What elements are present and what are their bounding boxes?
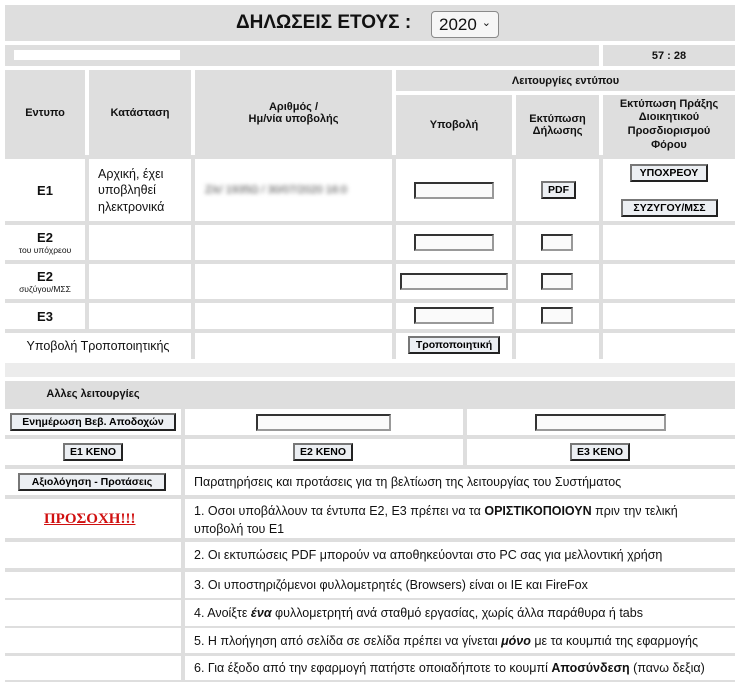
note-6-left <box>5 656 181 680</box>
pdf-e2-obligor-button[interactable] <box>541 234 573 251</box>
other-functions-title: Αλλες λειτουργίες <box>46 387 140 400</box>
user-name-redacted <box>14 50 180 60</box>
note-1-line2: υποβολή του Ε1 <box>194 521 285 536</box>
submit-e2-spouse-button[interactable] <box>400 273 508 290</box>
form-sub-e2-spouse: συζύγου/ΜΣΣ <box>19 284 71 294</box>
other-blank-button-2[interactable] <box>535 414 666 431</box>
col-header-submit: Υποβολή <box>396 95 512 155</box>
amendment-number-cell <box>195 333 392 359</box>
col-header-form: Εντυπο <box>5 70 85 155</box>
e1-empty-button[interactable]: Ε1 ΚΕΝΟ <box>63 443 123 461</box>
table-row-e2-obligor-number <box>195 225 392 260</box>
feedback-button[interactable]: Αξιολόγηση - Προτάσεις <box>18 473 166 491</box>
note-3: 3. Οι υποστηριζόμενοι φυλλομετρητές (Browsers) είναι οι IE και FireFox <box>194 578 588 592</box>
note-4-post: φυλλομετρητή ανά σταθμό εργασίας, χωρίς άλλα παράθυρα ή tabs <box>271 606 643 620</box>
feedback-text: Παρατηρήσεις και προτάσεις για τη βελτίωση της λειτουργίας του Συστήματος <box>194 475 622 489</box>
note-4-cell <box>185 600 735 626</box>
amendment-admin-cell <box>603 333 735 359</box>
amendment-print-cell <box>516 333 599 359</box>
submit-e3-button[interactable] <box>414 307 494 324</box>
note-6-cell <box>185 656 735 680</box>
other-blank-button-1[interactable] <box>256 414 391 431</box>
table-row-e2-spouse-number <box>195 264 392 299</box>
col-header-functions: Λειτουργίες εντύπου <box>396 70 735 91</box>
section-separator <box>5 363 735 377</box>
amendment-label-cell <box>5 333 191 359</box>
table-row-e3-status <box>89 303 191 329</box>
submission-number-e1: Ζ/ε/ 1935Ω / 30/07/2020 16:0 <box>205 184 348 196</box>
table-row-e2-spouse-status <box>89 264 191 299</box>
note-3-cell <box>185 572 735 598</box>
status-e1: Αρχική, έχει υποβληθεί ηλεκτρονικά <box>98 167 165 214</box>
feedback-text-cell <box>185 469 735 495</box>
e2-empty-button[interactable]: Ε2 ΚΕΝΟ <box>293 443 353 461</box>
attention-link[interactable]: ΠΡΟΣΟΧΗ!!! <box>44 511 136 527</box>
col-header-admin-print: Εκτύπωση Πράξης Διοικητικού Προσδιορισμού Φόρου <box>603 95 735 155</box>
note-2: 2. Οι εκτυπώσεις PDF μπορούν να αποθηκεύονται στο PC σας για μελλοντική χρήση <box>194 548 663 562</box>
note-1-cell <box>185 499 735 538</box>
obligor-print-button[interactable]: ΥΠΟΧΡΕΟΥ <box>630 164 708 182</box>
note-4-left <box>5 600 181 626</box>
amendment-label: Υποβολή Τροποποιητικής <box>26 339 170 353</box>
pdf-e1-button[interactable]: PDF <box>541 181 576 199</box>
chevron-down-icon: ⌄ <box>481 17 491 29</box>
note-1-bold: ΟΡΙΣΤΙΚΟΠΟΙΟΥΝ <box>484 504 592 518</box>
pdf-e3-button[interactable] <box>541 307 573 324</box>
note-4-pre: 4. Ανοίξτε <box>194 606 251 620</box>
note-6-pre: 6. Για έξοδο από την εφαρμογή πατήστε οποιαδήποτε το κουμπί <box>194 661 552 675</box>
session-timer: 57 : 28 <box>603 45 735 66</box>
note-1-post: πριν την τελική <box>591 504 678 518</box>
table-row-e1-form <box>5 159 85 221</box>
note-6-post: (πανω δεξια) <box>629 661 705 675</box>
table-row-e3-number <box>195 303 392 329</box>
year-select[interactable] <box>431 11 499 38</box>
note-5-cell <box>185 628 735 653</box>
pdf-e2-spouse-button[interactable] <box>541 273 573 290</box>
table-row-e2-obligor-status <box>89 225 191 260</box>
note-5-pre: 5. Η πλοήγηση από σελίδα σε σελίδα πρέπει να γίνεται <box>194 633 502 648</box>
col-header-number-line2: Ημ/νία υποβολής <box>248 112 339 125</box>
e3-empty-button[interactable]: Ε3 ΚΕΝΟ <box>570 443 630 461</box>
form-label-e1: Ε1 <box>37 182 53 198</box>
table-row-e1-status <box>89 159 191 221</box>
note-2-cell <box>185 542 735 568</box>
table-row-e3-form <box>5 303 85 329</box>
form-label-e2-spouse: Ε2 <box>37 269 53 284</box>
form-label-e2: Ε2 <box>37 230 53 245</box>
year-select-value: 2020 <box>439 14 477 34</box>
col-header-number-line1: Αριθμός / <box>268 100 319 113</box>
submit-e2-obligor-button[interactable] <box>414 234 494 251</box>
table-row-e3-admin <box>603 303 735 329</box>
col-header-print-line2: Δήλωσης <box>532 125 583 137</box>
note-5-bold: μόνο <box>501 633 531 648</box>
note-5-left <box>5 628 181 653</box>
note-5-post: με τα κουμπιά της εφαρμογής <box>530 633 699 648</box>
note-3-left <box>5 572 181 598</box>
table-row-e2-spouse-form <box>5 264 85 299</box>
amendment-button[interactable]: Τροποποιητική <box>408 336 500 354</box>
page-title: ΔΗΛΩΣΕΙΣ ΕΤΟΥΣ : <box>236 12 412 33</box>
table-row-e2-obligor-admin <box>603 225 735 260</box>
col-header-print <box>516 95 599 155</box>
form-label-e3: Ε3 <box>37 308 53 324</box>
note-2-left <box>5 542 181 568</box>
submit-e1-button[interactable] <box>414 182 494 199</box>
note-6-bold: Αποσύνδεση <box>551 661 630 675</box>
note-4-bold: ένα <box>250 606 272 620</box>
col-header-status: Κατάσταση <box>89 70 191 155</box>
note-1-pre: 1. Οσοι υποβάλλουν τα έντυπα Ε2, Ε3 πρέπει να τα <box>194 504 485 518</box>
update-certificates-button[interactable]: Ενημέρωση Βεβ. Αποδοχών <box>10 413 176 431</box>
col-header-number <box>195 70 392 155</box>
form-sub-e2-obligor: του υπόχρεου <box>18 245 72 255</box>
table-row-e2-obligor-form <box>5 225 85 260</box>
table-row-e2-spouse-admin <box>603 264 735 299</box>
col-header-print-line1: Εκτύπωση <box>529 113 586 125</box>
spouse-print-button[interactable]: ΣΥΖΥΓΟΥ/ΜΣΣ <box>621 199 718 217</box>
table-row-e1-number <box>195 159 392 221</box>
